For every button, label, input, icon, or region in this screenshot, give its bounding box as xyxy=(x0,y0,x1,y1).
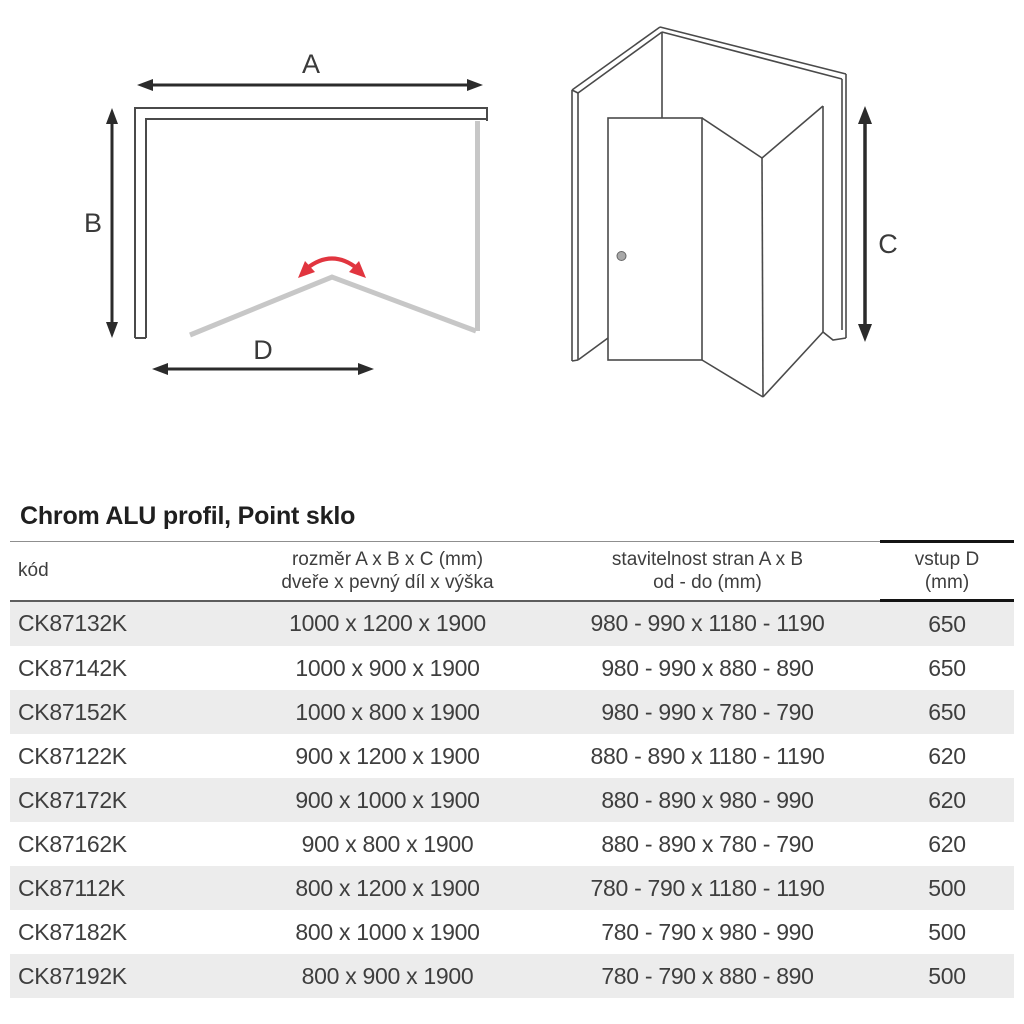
cell-code: CK87142K xyxy=(18,654,127,681)
dim-arrow-c xyxy=(858,106,872,342)
table-header-row xyxy=(10,542,1014,601)
cell-code: CK87172K xyxy=(18,786,127,813)
dim-arrow-b xyxy=(106,108,118,338)
cell-entry: 620 xyxy=(928,786,966,813)
cell-range: 880 - 890 x 980 - 990 xyxy=(601,786,814,813)
cell-size: 800 x 1000 x 1900 xyxy=(295,918,480,945)
col-header-adjustability xyxy=(535,542,880,601)
table-row xyxy=(10,910,1014,954)
page-title: Chrom ALU profil, Point sklo xyxy=(20,502,356,530)
cell-range: 980 - 990 x 1180 - 1190 xyxy=(590,610,825,637)
col-header-adjustability-line1: stavitelnost stran A x B xyxy=(611,548,804,570)
cell-code: CK87122K xyxy=(18,742,127,769)
cell-range: 780 - 790 x 880 - 890 xyxy=(601,962,814,989)
cell-range: 980 - 990 x 880 - 890 xyxy=(601,654,814,681)
cell-entry: 500 xyxy=(928,918,966,945)
col-header-size-line2: dveře x pevný díl x výška xyxy=(281,571,494,593)
dim-label-b: B xyxy=(83,208,103,238)
cell-size: 1000 x 1200 x 1900 xyxy=(289,610,486,637)
col-header-code xyxy=(10,542,240,601)
table-row xyxy=(10,954,1014,998)
cell-range: 780 - 790 x 980 - 990 xyxy=(601,918,814,945)
cell-code: CK87112K xyxy=(18,874,126,901)
table-row xyxy=(10,822,1014,866)
door-panel xyxy=(608,118,702,360)
cell-code: CK87162K xyxy=(18,830,127,857)
table-row xyxy=(10,690,1014,734)
table-row xyxy=(10,601,1014,647)
table-row xyxy=(10,734,1014,778)
cell-code: CK87182K xyxy=(18,918,127,945)
cell-range: 880 - 890 x 780 - 790 xyxy=(601,830,814,857)
col-header-adjustability-line2: od - do (mm) xyxy=(653,571,762,593)
cell-size: 900 x 1000 x 1900 xyxy=(295,786,480,813)
spec-table xyxy=(10,540,1014,998)
cell-size: 800 x 1200 x 1900 xyxy=(295,874,480,901)
folding-door-plan xyxy=(190,277,476,335)
col-header-size-line1: rozměr A x B x C (mm) xyxy=(291,548,484,570)
dim-label-c: C xyxy=(878,229,898,259)
table-row xyxy=(10,646,1014,690)
cell-size: 1000 x 800 x 1900 xyxy=(295,698,480,725)
col-header-size xyxy=(240,542,535,601)
dim-label-d: D xyxy=(253,335,273,365)
cell-entry: 650 xyxy=(928,698,966,725)
cell-code: CK87152K xyxy=(18,698,127,725)
table-row xyxy=(10,866,1014,910)
table-row xyxy=(10,778,1014,822)
col-header-entry xyxy=(880,542,1014,601)
cell-entry: 620 xyxy=(928,830,966,857)
cell-size: 900 x 1200 x 1900 xyxy=(295,742,480,769)
col-header-code-label: kód xyxy=(18,560,49,582)
cell-entry: 500 xyxy=(928,962,966,989)
perspective-view-diagram xyxy=(572,27,846,397)
cell-size: 800 x 900 x 1900 xyxy=(301,962,474,989)
cell-size: 1000 x 900 x 1900 xyxy=(295,654,480,681)
cell-range: 980 - 990 x 780 - 790 xyxy=(601,698,814,725)
dim-arrow-a xyxy=(137,79,483,91)
cell-entry: 500 xyxy=(928,874,966,901)
top-view-diagram xyxy=(84,49,487,375)
cell-code: CK87132K xyxy=(18,610,127,637)
cell-entry: 620 xyxy=(928,742,966,769)
col-header-entry-line1: vstup D xyxy=(914,548,980,570)
cell-range: 780 - 790 x 1180 - 1190 xyxy=(590,874,825,901)
cell-entry: 650 xyxy=(928,610,966,637)
door-knob xyxy=(617,252,626,261)
wall-profile-plan xyxy=(135,108,487,338)
technical-drawings xyxy=(0,0,1024,462)
cell-size: 900 x 800 x 1900 xyxy=(301,830,474,857)
cell-entry: 650 xyxy=(928,654,966,681)
cell-range: 880 - 890 x 1180 - 1190 xyxy=(590,742,825,769)
col-header-entry-line2: (mm) xyxy=(924,572,970,593)
cell-code: CK87192K xyxy=(18,962,127,989)
dim-label-a: A xyxy=(301,49,321,79)
